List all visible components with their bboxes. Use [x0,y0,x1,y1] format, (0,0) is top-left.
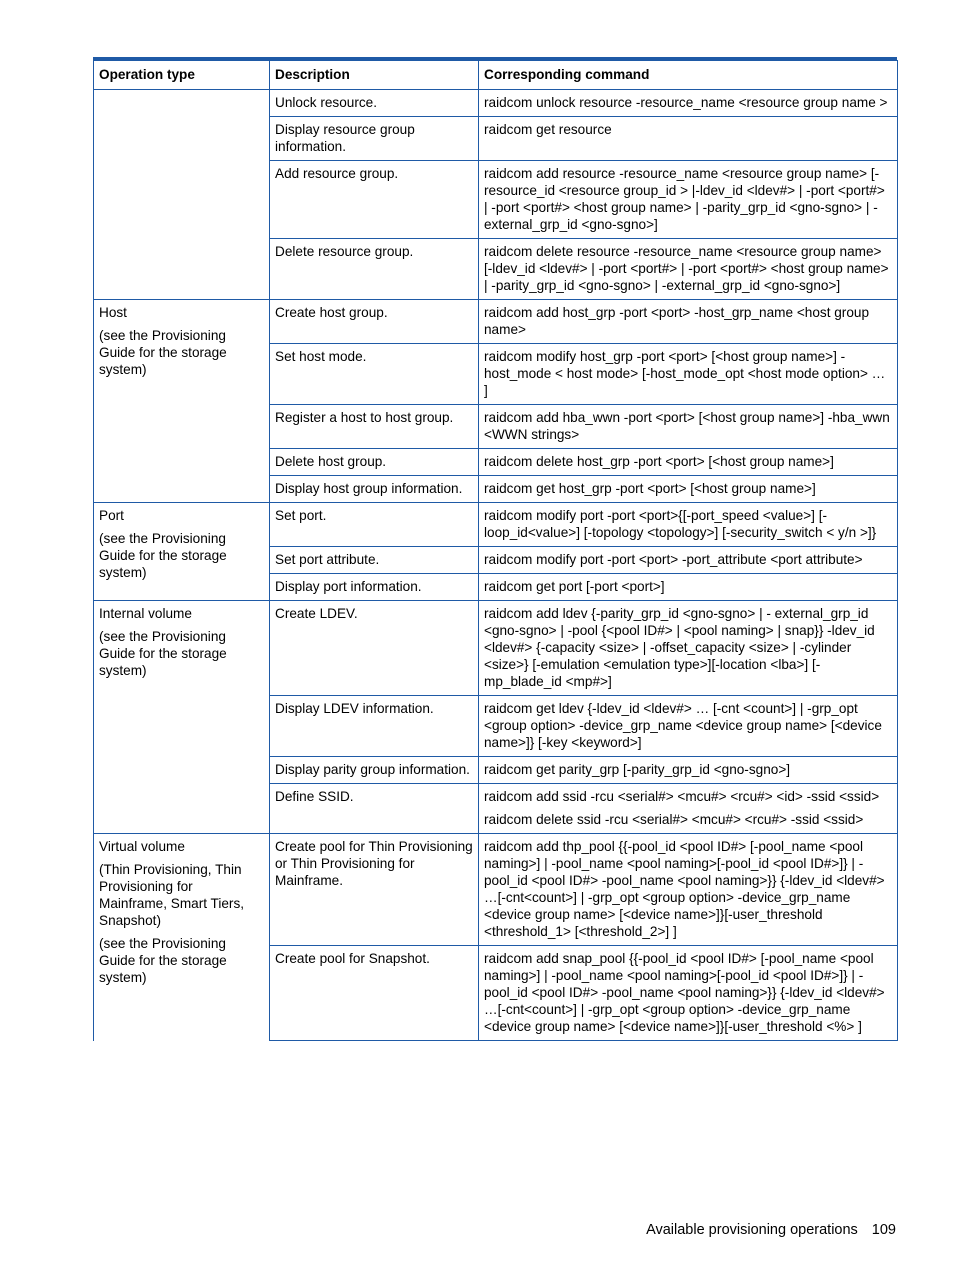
description-cell: Create LDEV. [270,601,479,696]
table-row [94,90,898,117]
description-cell: Register a host to host group. [270,405,479,449]
page-footer [646,1222,896,1238]
description-cell: Set host mode. [270,344,479,405]
description-cell: Delete resource group. [270,239,479,300]
command-text: raidcom modify port -port <port>{[-port_speed <value>] [-loop_id<value>] [-topology <topology>] [-security_switch < y/n >]} [484,508,877,540]
command-text: raidcom get host_grp -port <port> [<host group name>] [484,481,816,496]
operation-type-text: Host [99,305,127,320]
description-cell: Display resource group information. [270,117,479,161]
command-text: raidcom add snap_pool {{-pool_id <pool ID#> [-pool_name <pool naming>] | -pool_name <pool naming>[-pool_id <pool ID#>]} | -pool_id <pool ID#> -pool_name <pool naming>}} {-ldev_id <ldev#> …[-cnt<count>] | -grp_opt <group option> -device_grp_name <device group name> [<device name>]}[-user_threshold <%> ] [484,951,885,1034]
description-cell: Unlock resource. [270,90,479,117]
header-description: Description [270,61,479,90]
operation-type-cell [94,601,270,834]
operation-type-text: (see the Provisioning Guide for the storage system) [99,531,227,580]
command-text: raidcom add resource -resource_name <resource group name> [-resource_id <resource group_id > |-ldev_id <ldev#> | -port <port#> | -port <port#> <host group name> | -parity_grp_id <gno-sgno> | -external_grp_id <gno-sgno>] [484,166,885,232]
description-cell: Set port attribute. [270,547,479,574]
command-cell [479,117,898,161]
command-text: raidcom add ssid -rcu <serial#> <mcu#> <rcu#> <id> -ssid <ssid> [484,789,880,804]
command-text: raidcom get resource [484,122,612,137]
command-cell [479,161,898,239]
command-cell [479,784,898,834]
command-text: raidcom delete ssid -rcu <serial#> <mcu#> <rcu#> -ssid <ssid> [484,812,864,827]
command-cell [479,503,898,547]
operation-type-cell [94,503,270,601]
operation-type-text: Port [99,508,124,523]
command-cell [479,405,898,449]
header-operation-type: Operation type [94,61,270,90]
table-row [94,300,898,344]
command-cell [479,449,898,476]
description-cell: Create host group. [270,300,479,344]
operation-type-text: Virtual volume [99,839,185,854]
command-text: raidcom get parity_grp [-parity_grp_id <gno-sgno>] [484,762,791,777]
command-text: raidcom delete host_grp -port <port> [<host group name>] [484,454,834,469]
command-cell [479,300,898,344]
description-cell: Create pool for Snapshot. [270,946,479,1041]
command-text: raidcom get port [-port <port>] [484,579,665,594]
command-text: raidcom add host_grp -port <port> -host_grp_name <host group name> [484,305,870,337]
description-cell: Create pool for Thin Provisioning or Thin Provisioning for Mainframe. [270,834,479,946]
operation-type-text: (Thin Provisioning, Thin Provisioning for Mainframe, Smart Tiers, Snapshot) [99,862,245,928]
operation-type-cell [94,834,270,1041]
command-cell [479,90,898,117]
command-cell [479,547,898,574]
footer-section-title: Available provisioning operations [646,1222,858,1238]
operation-type-text: (see the Provisioning Guide for the storage system) [99,328,227,377]
command-text: raidcom delete resource -resource_name <resource group name> [-ldev_id <ldev#> | -port <port#> | -port <port#> <host group name> | -parity_grp_id <gno-sgno> | -external_grp_id <gno-sgno>] [484,244,889,293]
command-cell [479,601,898,696]
description-cell: Add resource group. [270,161,479,239]
command-cell [479,834,898,946]
table-body [94,90,898,1041]
operation-type-text: (see the Provisioning Guide for the storage system) [99,936,227,985]
header-corresponding-command: Corresponding command [479,61,898,90]
command-cell [479,757,898,784]
command-cell [479,696,898,757]
command-text: raidcom add ldev {-parity_grp_id <gno-sgno> | - external_grp_id <gno-sgno> | -pool {<pool ID#> | <pool naming> | snap}} -ldev_id <ldev#> {-capacity <size> | -offset_capacity <size> | -cylinder <size>} [-emulation <emulation type>][-location <lba>] [-mp_blade_id <mp#>] [484,606,875,689]
operation-type-cell [94,300,270,503]
description-cell: Display host group information. [270,476,479,503]
command-cell [479,239,898,300]
command-text: raidcom add hba_wwn -port <port> [<host group name>] -hba_wwn <WWN strings> [484,410,890,442]
description-cell: Set port. [270,503,479,547]
table-row [94,601,898,696]
command-cell [479,344,898,405]
command-text: raidcom modify port -port <port> -port_attribute <port attribute> [484,552,863,567]
description-cell: Delete host group. [270,449,479,476]
command-cell [479,574,898,601]
command-text: raidcom unlock resource -resource_name <resource group name > [484,95,888,110]
description-cell: Display port information. [270,574,479,601]
operation-type-text: Internal volume [99,606,192,621]
operations-table [93,60,898,1041]
command-cell [479,476,898,503]
description-cell: Display parity group information. [270,757,479,784]
description-cell: Define SSID. [270,784,479,834]
table-row [94,503,898,547]
command-text: raidcom add thp_pool {{-pool_id <pool ID#> [-pool_name <pool naming>] | -pool_name <pool naming>[-pool_id <pool ID#>]} | -pool_id <pool ID#> -pool_name <pool naming>}} {-ldev_id <ldev#> …[-cnt<count>] | -grp_opt <group option> -device_grp_name <device group name> [<device name>]}[-user_threshold <threshold_1> [<threshold_2>] ] [484,839,885,939]
command-text: raidcom get ldev {-ldev_id <ldev#> … [-cnt <count>] | -grp_opt <group option> -device_grp_name <device group name> [<device name>]} [-key <keyword>] [484,701,882,750]
command-cell [479,946,898,1041]
description-cell: Display LDEV information. [270,696,479,757]
table-header-row [94,61,898,90]
table-row [94,834,898,946]
command-text: raidcom modify host_grp -port <port> [<host group name>] -host_mode < host mode> [-host_mode_opt <host mode option> … ] [484,349,886,398]
page-number: 109 [871,1222,896,1238]
operation-type-text: (see the Provisioning Guide for the storage system) [99,629,227,678]
operation-type-cell [94,90,270,300]
